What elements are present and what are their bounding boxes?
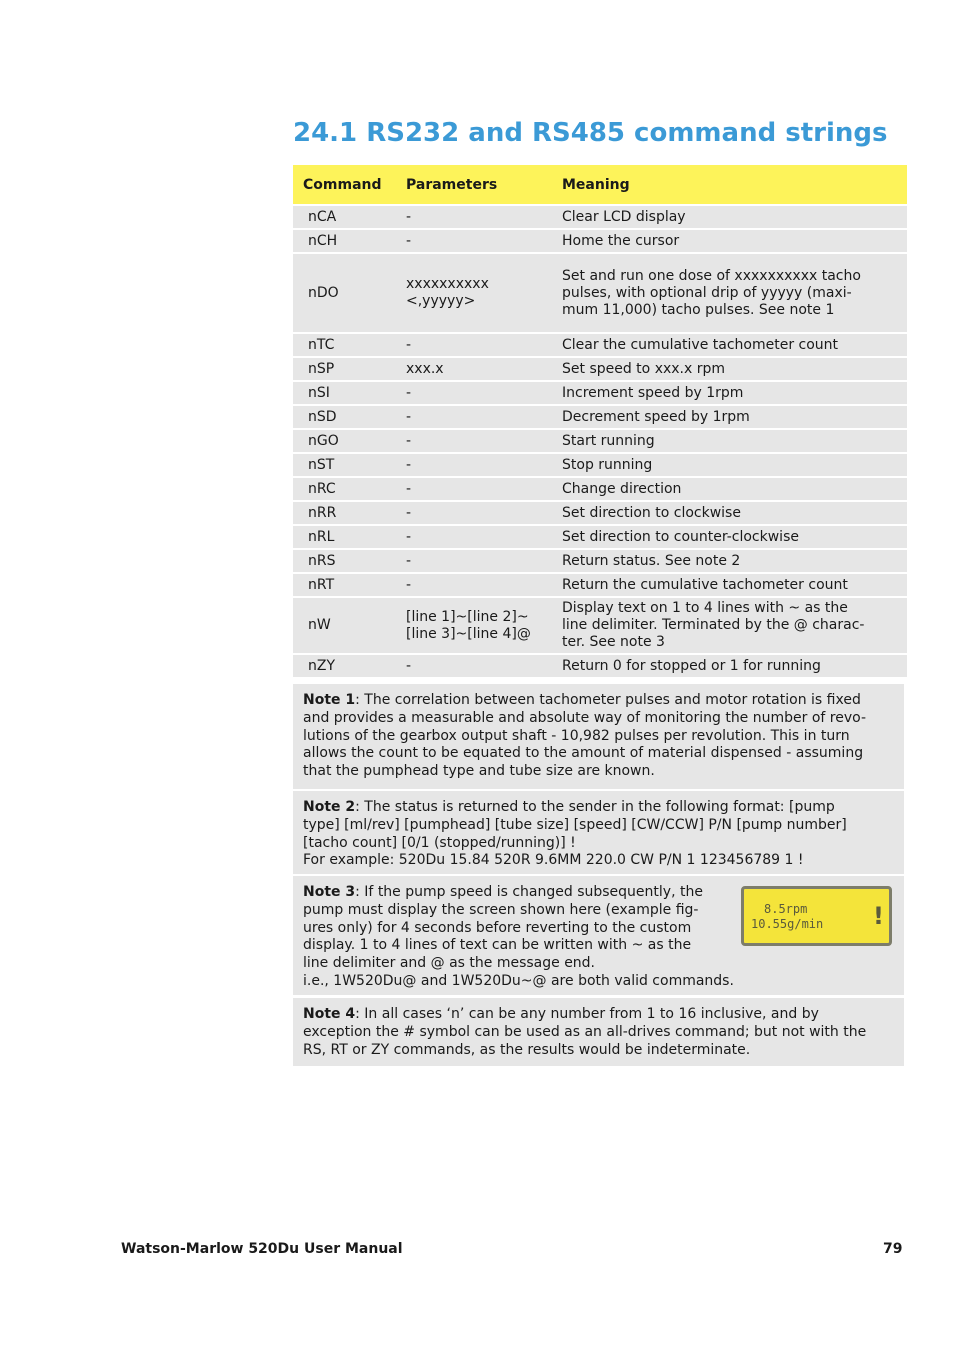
note-3-line: line delimiter and @ as the message end. xyxy=(303,955,596,972)
header-meaning: Meaning xyxy=(562,176,630,193)
command-cell xyxy=(308,478,398,500)
meaning-cell xyxy=(562,574,887,596)
parameters-cell-text: - xyxy=(406,528,412,545)
parameters-cell xyxy=(406,382,554,404)
command-cell-text: nRL xyxy=(308,528,335,545)
note-3-label: Note 3 xyxy=(303,884,356,900)
command-cell xyxy=(308,598,398,653)
table-row xyxy=(293,430,907,452)
parameters-cell xyxy=(406,334,554,356)
table-row xyxy=(293,502,907,524)
parameters-cell xyxy=(406,358,554,380)
note-1-line: that the pumphead type and tube size are known. xyxy=(303,763,655,780)
note-3-line: : If the pump speed is changed subsequently, the xyxy=(355,884,703,900)
meaning-cell-text: Clear the cumulative tachometer count xyxy=(562,336,839,353)
meaning-cell-text: Return the cumulative tachometer count xyxy=(562,576,848,593)
meaning-cell-text: Return 0 for stopped or 1 for running xyxy=(562,657,821,674)
parameters-cell-text: - xyxy=(406,384,412,401)
parameters-cell-text: xxxxxxxxxx <,yyyyy> xyxy=(406,276,489,309)
meaning-cell xyxy=(562,430,887,452)
meaning-cell xyxy=(562,358,887,380)
command-cell xyxy=(308,254,398,332)
meaning-cell-text: Set direction to clockwise xyxy=(562,504,741,521)
parameters-cell xyxy=(406,206,554,228)
parameters-cell-text: - xyxy=(406,208,412,225)
command-cell-text: nRS xyxy=(308,552,336,569)
command-cell xyxy=(308,230,398,252)
parameters-cell-text: - xyxy=(406,432,412,449)
parameters-cell-text: - xyxy=(406,552,412,569)
note-2-line: : The status is returned to the sender in the following format: [pump xyxy=(355,799,835,815)
command-cell-text: nZY xyxy=(308,657,336,674)
command-cell-text: nST xyxy=(308,456,335,473)
meaning-cell-text: Start running xyxy=(562,432,655,449)
note-1-line: : The correlation between tachometer pulses and motor rotation is fixed xyxy=(355,692,861,708)
meaning-cell xyxy=(562,550,887,572)
meaning-cell xyxy=(562,230,887,252)
command-cell-text: nCH xyxy=(308,232,338,249)
page-title: 24.1 RS232 and RS485 command strings xyxy=(293,118,888,148)
command-cell xyxy=(308,206,398,228)
note-1-line: and provides a measurable and absolute way of monitoring the number of revo- xyxy=(303,709,867,726)
command-cell xyxy=(308,406,398,428)
table-row xyxy=(293,655,907,677)
header-command: Command xyxy=(303,176,382,193)
table-body xyxy=(293,206,907,677)
note-4-line: : In all cases ‘n’ can be any number from 1 to 16 inclusive, and by xyxy=(355,1006,819,1022)
command-cell-text: nGO xyxy=(308,432,339,449)
command-cell-text: nDO xyxy=(308,284,339,301)
meaning-cell-text: Increment speed by 1rpm xyxy=(562,384,744,401)
parameters-cell xyxy=(406,430,554,452)
header-parameters: Parameters xyxy=(406,176,498,193)
command-cell-text: nW xyxy=(308,617,331,633)
table-header xyxy=(293,165,907,204)
parameters-cell-text: - xyxy=(406,576,412,593)
note-4 xyxy=(293,998,904,1066)
parameters-cell-text: - xyxy=(406,336,412,353)
command-cell xyxy=(308,655,398,677)
table-row xyxy=(293,598,907,653)
table-row xyxy=(293,334,907,356)
command-cell xyxy=(308,454,398,476)
meaning-cell xyxy=(562,334,887,356)
note-2-line: [tacho count] [0/1 (stopped/running)] ! xyxy=(303,834,576,851)
table-row xyxy=(293,454,907,476)
note-3-line: ures only) for 4 seconds before reverting to the custom xyxy=(303,919,692,936)
meaning-cell xyxy=(562,526,887,548)
parameters-cell xyxy=(406,454,554,476)
meaning-cell-text: Set direction to counter-clockwise xyxy=(562,528,799,545)
table-row xyxy=(293,254,907,332)
command-cell-text: nSP xyxy=(308,360,335,377)
lcd-display-image xyxy=(741,886,892,946)
command-cell-text: nRC xyxy=(308,480,336,497)
parameters-cell xyxy=(406,550,554,572)
table-row xyxy=(293,358,907,380)
parameters-cell xyxy=(406,478,554,500)
note-4-line: exception the # symbol can be used as an all-drives command; but not with the xyxy=(303,1023,867,1040)
note-2-line: type] [ml/rev] [pumphead] [tube size] [speed] [CW/CCW] P/N [pump number] xyxy=(303,816,847,833)
command-cell xyxy=(308,430,398,452)
meaning-cell-text: Decrement speed by 1rpm xyxy=(562,408,750,425)
parameters-cell xyxy=(406,598,554,653)
table-row xyxy=(293,382,907,404)
meaning-cell-text: Set speed to xxx.x rpm xyxy=(562,360,726,377)
command-table xyxy=(293,165,907,677)
note-3-line: display. 1 to 4 lines of text can be written with ~ as the xyxy=(303,937,692,954)
parameters-cell-text: xxx.x xyxy=(406,360,444,377)
meaning-cell-text: Set and run one dose of xxxxxxxxxx tacho pulses, with optional drip of yyyyy (maxi- mum 11,000) tacho pulses. See note 1 xyxy=(562,267,861,318)
command-cell xyxy=(308,502,398,524)
note-1-line: allows the count to be equated to the amount of material dispensed - assuming xyxy=(303,745,864,762)
command-cell-text: nRT xyxy=(308,576,335,593)
meaning-cell xyxy=(562,478,887,500)
parameters-cell xyxy=(406,406,554,428)
footer-manual-title: Watson-Marlow 520Du User Manual xyxy=(121,1241,403,1257)
note-2-line: For example: 520Du 15.84 520R 9.6MM 220.0 CW P/N 1 123456789 1 ! xyxy=(303,852,804,869)
command-cell xyxy=(308,550,398,572)
meaning-cell xyxy=(562,382,887,404)
meaning-cell xyxy=(562,655,887,677)
command-cell-text: nRR xyxy=(308,504,337,521)
note-4-line: RS, RT or ZY commands, as the results would be indeterminate. xyxy=(303,1041,751,1058)
table-row xyxy=(293,230,907,252)
command-cell-text: nTC xyxy=(308,336,335,353)
parameters-cell-text: - xyxy=(406,232,412,249)
meaning-cell-text: Stop running xyxy=(562,456,653,473)
parameters-cell xyxy=(406,574,554,596)
command-cell xyxy=(308,334,398,356)
note-1-label: Note 1 xyxy=(303,692,356,708)
note-2 xyxy=(293,791,904,874)
note-1 xyxy=(293,684,904,789)
meaning-cell xyxy=(562,502,887,524)
note-2-label: Note 2 xyxy=(303,799,356,815)
meaning-cell xyxy=(562,454,887,476)
table-row xyxy=(293,550,907,572)
command-cell-text: nCA xyxy=(308,208,337,225)
meaning-cell xyxy=(562,206,887,228)
note-4-label: Note 4 xyxy=(303,1006,356,1022)
meaning-cell-text: Home the cursor xyxy=(562,232,680,249)
parameters-cell-text: - xyxy=(406,456,412,473)
meaning-cell-text: Change direction xyxy=(562,480,682,497)
parameters-cell xyxy=(406,254,554,332)
lcd-speed-text: 8.5rpm xyxy=(764,902,808,916)
lcd-alert-icon: ! xyxy=(873,902,884,930)
command-cell xyxy=(308,574,398,596)
parameters-cell-text: - xyxy=(406,657,412,674)
parameters-cell xyxy=(406,502,554,524)
parameters-cell-text: - xyxy=(406,504,412,521)
parameters-cell-text: - xyxy=(406,408,412,425)
parameters-cell-text: [line 1]~[line 2]~ [line 3]~[line 4]@ xyxy=(406,608,531,642)
table-row xyxy=(293,478,907,500)
command-cell-text: nSD xyxy=(308,408,337,425)
parameters-cell xyxy=(406,655,554,677)
parameters-cell xyxy=(406,526,554,548)
table-row xyxy=(293,206,907,228)
note-1-line: lutions of the gearbox output shaft - 10,982 pulses per revolution. This in turn xyxy=(303,727,850,744)
meaning-cell-text: Clear LCD display xyxy=(562,208,686,225)
lcd-flow-text: 10.55g/min xyxy=(751,917,824,931)
parameters-cell xyxy=(406,230,554,252)
command-cell-text: nSI xyxy=(308,384,330,401)
page-number: 79 xyxy=(883,1241,903,1257)
parameters-cell-text: - xyxy=(406,480,412,497)
command-cell xyxy=(308,382,398,404)
table-row xyxy=(293,526,907,548)
table-row xyxy=(293,406,907,428)
command-cell xyxy=(308,358,398,380)
meaning-cell-text: Display text on 1 to 4 lines with ~ as the line delimiter. Terminated by the @ charac- ter. See note 3 xyxy=(562,600,865,650)
table-row xyxy=(293,574,907,596)
meaning-cell xyxy=(562,254,887,332)
meaning-cell-text: Return status. See note 2 xyxy=(562,552,741,569)
note-3-line: pump must display the screen shown here (example fig- xyxy=(303,901,699,918)
meaning-cell xyxy=(562,598,887,653)
note-3-line: i.e., 1W520Du@ and 1W520Du~@ are both valid commands. xyxy=(303,972,734,989)
meaning-cell xyxy=(562,406,887,428)
command-cell xyxy=(308,526,398,548)
